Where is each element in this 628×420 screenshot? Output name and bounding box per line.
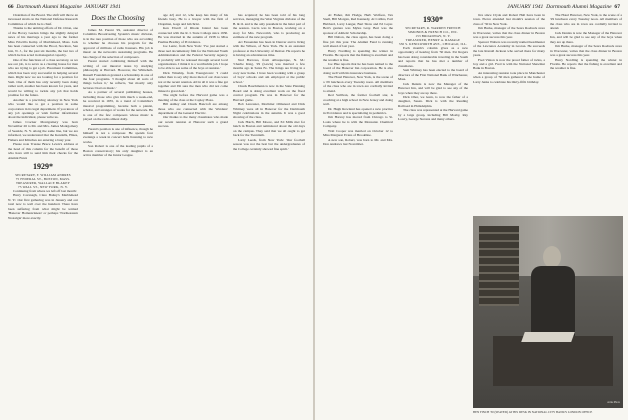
issue-date: JANUARY 1941 [507,4,544,10]
paragraph: James Crocker Montgomery was born November 26 to Mr. and Mrs. James Montgomery of Seaside, N. Y. Along the same line, but we are informed, we understand that the Kendalls, Hixes, Fishers and Klinches are entering a busy year. [8,119,78,142]
paragraph: Thanks to the untiring efforts of Dr. Orton, one of the Hovey Garden brings the slightly delayed news of his marriage a year ago to the former Miss Priscilla Kemp of Marblehead, Mass. Jack has been connected with the Hood, Stockton, San Gin, N. J., for the past six months, the last two of which he has acted in managerial capacity. [8,26,78,58]
magazine-title: Dartmouth Alumni Magazine [16,4,82,10]
paragraph: Chairman of the Board. The shift will throw an increased strain on the National Defense Research Committee of which he is chief. [8,13,78,26]
paragraph: The class was represented at the Harvard game by a large group, including Bill Mosby, Ray Lowry, George Stevens and many others. [398,108,468,122]
paragraph: age 42) and 12, who keep has many of his friends busy. He is a lawyer with the firm of Chapman, Gage and Gilchrist. [158,13,228,26]
paragraph: live since Clyde and Robert Hall have been in town. Pierce attended last month's session of the class of '30 in New York. [473,13,545,26]
paragraph: Parent started combining himself with the writing of our musical tastes by studying philosophy at Harvard. However, the Whitehall-Russell Foundation granted a scholarship in one of the four programs. 'I thought about all sorts of things before it,' he reflects, 'but mostly only lectures I had on music.' [83,59,153,90]
paragraph: Joe Pike reports that he has been named to the board of the Hanover Inn corporation. He is also doing well with his insurance business. [323,61,393,75]
paragraph: Art Fessenden has been in Denver and is living with the Wilson, of New York. He is an assistant professor at the University of Denver. He reports he is having an adventurous time. [233,39,305,58]
paragraph: Jack Hatch, Bill Moore, and Ed Mills met for lunch in Boston and reminisced about the old days on the campus. They said that we all ought to get back for the Twentieth. [233,119,305,138]
article-column-3 [473,13,545,213]
photo-caption: BEN FINCH '30 (SEATED) AT HIS DESK IN NATIONAL CITY BANK'S LONDON OFFICE [473,410,593,414]
article-column-1 [323,13,393,413]
secretary-line: 75 WALL ST., NEW YORK, N. Y. [18,184,68,189]
paragraph: Jack Dennis is now the Manager of the Hanover Inn, and will be glad to see any of the boys when they are up there. [398,81,468,95]
article-column-2 [398,13,468,413]
photo-ben-finch [473,216,623,408]
page-number: 66 [8,4,14,10]
paragraph: Please note Trustee Bruce Lewis's address at the head of this column for the benefit of those who have still to send him their checks for the Alumni Fund. [8,142,78,160]
paragraph: Dr. Hugh Rowland has opened a new practice in Providence and is specializing in pediatrics. [323,106,393,115]
secretary-line: TREASURER, HENRY A. RAMAGE [405,38,461,42]
paragraph: The Hotel Hanover, New York, is the scene of a '29 luncheon every Tuesday noon. All members of the class who are in town are cordially invited to attend. [550,13,622,31]
paragraph: Walt Cooper was married on October 12 to Miss Margaret Evans of Brookline. [323,128,393,138]
paragraph: has acquired; he has been told of his long services, managing the West Virginia division of the B. & O. and is the only president in the latter part of the session. Lucia was in Boston, working on a story for Mrs. Newcomb, who is producing an estimate of the new program. [233,13,305,40]
right-page [315,0,628,420]
article-column-3 [158,13,228,413]
class-heading-1929: 1929* [33,161,53,171]
paragraph: Bill Ashley and Chuck Bancroft are among those who are connected with the Wardens' department of the General Electric. [158,102,228,115]
article-column-4 [233,13,305,413]
paragraph: Bill Dalton, the class agent, has been doing a fine job this year. The Alumni Fund is running well ahead of last year. [323,35,393,49]
section-rule [91,124,145,125]
title-rule [91,25,145,26]
paragraph: Spencer Walters was recently named headmaster of the Lawrence Academy in Groton. He succeeds the late Ronald Jackson who served there for many years. [473,39,545,58]
right-page-header [507,4,620,10]
issue-date: JANUARY 1941 [84,4,121,10]
secretary-line: 330 S. KENILWORTH AVE., CHICAGO, ILL. [398,42,468,46]
paragraph: Chuck Bauchmann is now in the State Planning Board and is doing excellent work on the flood control program. He was in Hanover for the Harvard game. [233,84,305,102]
secretary-line: SECRETARY, F. WILLIAM ANDRES [15,172,71,177]
photo-desk [493,336,613,386]
photo-paper [521,332,575,342]
paragraph: Al Fisher, Jim Hodge, Herb Wolfson, Tex Snell, Bill Morgan, Red Kennedy, Al Collins, Earl Hubbard, Larry Langer, Bert Shaw and Ed Layer. Bert's gesture was Myles Gray. Bert was the sponsor of Athletic Scholarship. [323,13,393,35]
article-title: Does the Choosing [91,14,145,22]
paragraph: Red Sullivan, the former football star, is coaching at a high school in New Jersey and doing well. [323,93,393,107]
left-page [0,0,313,420]
paragraph: One of the functions of a class secretary, as we see our job, is to serve as a clearing house for men who are trying to get a job. Placement Committee, which has been very successful in helping several men. Right now we are looking for a position for Sam. One of them has only recently been doing rather well, another has been known for years, and would be willing to tackle any job that holds promise for the future. [8,57,78,98]
paragraph: Harry Nordling is spending the winter in Florida. He reports that the fishing is excellent and the weather is fine. [323,48,393,62]
paragraph: Dick Ober, we learn, is now the father of a daughter, Susan. Dick is with the Reading Railroad in Philadelphia. [398,94,468,108]
article-column-1 [8,13,78,413]
paragraph: Joe Lentz, from New York: 'I've just started a three reel documentary film for the National Youth Administration and the Federal Security Agency. It probably will be released through several local organizations. I think it is a worthwhile job. I hope to be able to see some of the boys at reunion.' [158,44,228,71]
secretary-line: SECRETARY, R. WARREN FRENCH [405,26,461,30]
paragraph: Dick Winship, from Youngstown: 'I could rather than to say why more men of our class were not at the recent reunion. All in all it was a fine get together and I'm sure the men who did not come missed a great deal.' [158,70,228,93]
page-number: 67 [614,4,620,10]
photo-body [531,266,575,336]
article-column-4 [550,13,622,213]
paragraph: Ned Barrows, from Albuquerque, N. M.: 'Charlie King, '29 (Lewis) was married a few months ago in Santa Fe. The Kings are living in a cozy new home. I have been working with a group of boys' schools and am employed at the public school.' [233,57,305,84]
article-column-2 [83,13,153,413]
paragraph: Sam Whitney has been elected to the board of directors of the First National Bank of Winchester, Mass. [398,68,468,82]
paragraph: The Hotel Hanover, New York, is the scene of a '29 luncheon every Tuesday noon. All members of the class who are in town are cordially invited to attend. [323,75,393,93]
secretary-line: 153 BROADWAY, N. Y. [415,34,451,38]
paragraph: A new son, Robert, was born to Mr. and Mrs. Don Andrews last November. [323,137,393,147]
paragraph: Harry Nordling is spending the winter in Florida. He reports that the fishing is excellent and the weather is fine. [550,57,622,71]
paragraph: Parent's position is one of influence, though he himself is not a composer. He spends four evenings a week in concert halls listening to new works. [83,126,153,144]
paragraph: Continuing from where we left off last month: [13,188,77,193]
secretary-line: TREASURER, WALLACE BLAKEY [15,180,71,185]
paragraph: Jim Burke, manager of the Sears Roebuck store in Worcester, writes that the class dinner in Boston was a great success this year. [473,26,545,40]
magazine-title: Dartmouth Alumni Magazine [546,4,612,10]
paragraph: As a partner of several publishing houses, including those who give him much a week-end, he received in 1935, in a trend of Columbia's musical programming, became both a pianist, scholar, and arranger of works for the network. He is one of the few composers whose music is played on the radio almost daily. [83,90,153,122]
paragraph: Harry Cavanagh, Clare Bailey's Marblehead N. Y.: Our first gathering was in January and our total now is well over the hundred. There have been suffering from what might be termed 'Hanover Homesickness' or perhaps 'Northeastern Nostalgia' more exactly. [8,193,78,220]
paragraph: Jim Harvey has moved from Chicago to St. Louis where he is with the Monsanto Chemical Company. [323,115,393,129]
paragraph: Another is a practicing attorney in New York who would like to get a position in some corporation in its legal department. If you know of any job openings or wish further information about the individual, please write us. [8,97,78,120]
class-heading-1930: 1930* [423,15,443,24]
paragraph: Bob Lancaster, Mortimer Olmstead and Dick Whitney were all in Hanover for the Dartmouth Night celebrations in the autumn. It was a good showing of the class. [233,102,305,120]
paragraph: Fred Vinton is now the proud father of twins, a boy and a girl. Fred is with the National Shawmut Bank in Boston. [473,57,545,71]
paragraph: Jim Burke, manager of the Sears Roebuck store in Worcester, writes that the class dinner in Boston was a great success this year. [550,44,622,58]
paragraph: Our thanks to the many classmates who made our recent reunion at Hanover such a grand success. [158,115,228,129]
paragraph: Ken Elwell of Rhode Island has been connected with the R. I. State College since 1930. He was married in the autumn of 1938 to Miss Pauline Bradley of Providence. [158,26,228,44]
photo-credit: Acme Photo [607,401,620,404]
secretary-line: 75 FEDERAL ST., BOSTON, MASS. [15,176,71,181]
photo-bookcase [479,226,519,306]
secretary-line: SIMONDS & FRENCH CO., INC. [407,30,459,34]
photo-head [543,246,561,268]
paragraph: Each month's column gives as a new opportunity of hearing from '30 men. Pat Rogers has been doing considerable traveling in the South and reports that he has met a number of classmates. [398,46,468,68]
paragraph: Jack Dennis is now the Manager of the Hanover Inn, and will be glad to see any of the boys when they are up there. [550,30,622,44]
paragraph: Larry Leeds, from New York: 'Our football season was not the best but the undergraduates of the College certainly showed fine spirit.' [233,137,305,151]
paragraph: James M. Parent '29, assistant director of Columbia Broadcasting System's music division, is in the rare position of those who are according to whether he chooses his program for the approval of millions of radio listeners. His job is music on the network's sustaining programs. He has charge of the selection of composers. [83,28,153,59]
paragraph: Son Robert is one of the leading pupils of a Boston conservatory; his only daughter is an active member of the Junior League. [83,144,153,158]
left-page-header [8,4,121,10]
paragraph: The night before the Harvard game was a meeting of the class at the Copley Plaza. [158,93,228,102]
paragraph: An interesting reunion took place in Manchester when a group of '30 men gathered at the home of Larry Jenks to celebrate his thirty-fifth birthday. [473,70,545,84]
